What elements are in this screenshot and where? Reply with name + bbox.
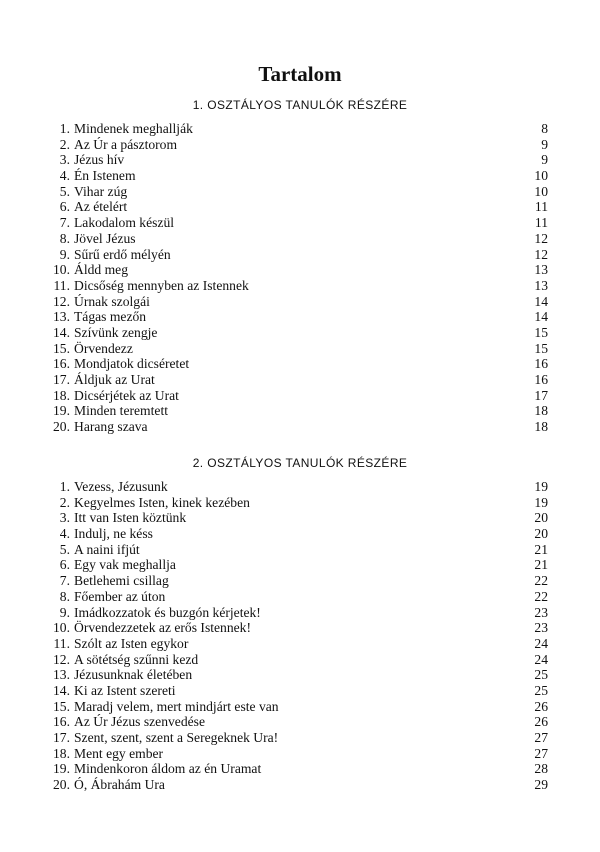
toc-entry-number: 5. bbox=[59, 541, 70, 557]
toc-entry-title: Ment egy ember bbox=[74, 745, 164, 761]
toc-entry-title: Főember az úton bbox=[74, 588, 166, 604]
toc-entry bbox=[52, 419, 548, 435]
toc-entry-page: 14 bbox=[534, 293, 548, 309]
toc-entry-page: 11 bbox=[534, 199, 548, 215]
toc-entry bbox=[52, 294, 548, 310]
toc-entry-page: 21 bbox=[534, 557, 548, 573]
toc-entry-number: 12. bbox=[53, 651, 70, 667]
toc-entry-title: Harang szava bbox=[74, 419, 148, 435]
toc-entry bbox=[52, 278, 548, 294]
toc-entry-title: Szent, szent, szent a Seregeknek Ura! bbox=[74, 730, 279, 745]
toc-entry-number: 19. bbox=[53, 761, 70, 777]
toc-entry-number: 7. bbox=[59, 215, 70, 231]
toc-entry-title: Minden teremtett bbox=[74, 403, 168, 419]
toc-entry-page: 22 bbox=[534, 573, 548, 589]
toc-entry bbox=[52, 137, 548, 153]
toc-entry-page: 9 bbox=[541, 136, 548, 152]
toc-entry-number: 18. bbox=[53, 745, 70, 761]
toc-entry-number: 11. bbox=[53, 277, 70, 293]
toc-entry-number: 9. bbox=[59, 246, 70, 262]
toc-entry-page: 27 bbox=[534, 745, 548, 761]
toc-entry-number: 3. bbox=[59, 152, 70, 168]
toc-entry-title: Lakodalom készül bbox=[74, 215, 175, 231]
toc-entry bbox=[52, 557, 548, 573]
toc-entry-title: Az ételért bbox=[74, 199, 128, 215]
toc-entry bbox=[52, 247, 548, 263]
toc-entry-number: 4. bbox=[59, 168, 70, 184]
toc-entry-title: Örvendezz bbox=[74, 340, 133, 356]
toc-entry-page: 15 bbox=[534, 340, 548, 356]
toc-entry bbox=[52, 667, 548, 683]
toc-entry-number: 6. bbox=[59, 199, 70, 215]
toc-entry-title: Az Úr a pásztorom bbox=[74, 136, 178, 152]
toc-entry-title: Betlehemi csillag bbox=[74, 573, 169, 589]
toc-entry-title: Mondjatok dicséretet bbox=[74, 356, 190, 372]
toc-entry bbox=[52, 262, 548, 278]
toc-entry bbox=[52, 231, 548, 247]
toc-entry bbox=[52, 526, 548, 542]
toc-entry-page: 19 bbox=[534, 494, 548, 510]
toc-entry-title: Dicsérjétek az Urat bbox=[74, 387, 179, 403]
toc-entry-title: Áldjuk az Urat bbox=[74, 372, 155, 387]
toc-entry bbox=[52, 184, 548, 200]
toc-entry bbox=[52, 388, 548, 404]
toc-entry-number: 9. bbox=[59, 604, 70, 620]
toc-entry bbox=[52, 356, 548, 372]
toc-entry-page: 20 bbox=[534, 526, 548, 542]
toc-entry-title: Úrnak szolgái bbox=[74, 293, 150, 309]
toc-entry-page: 18 bbox=[534, 419, 548, 435]
toc-entry-number: 5. bbox=[59, 183, 70, 199]
toc-entry-title: Áldd meg bbox=[74, 262, 128, 278]
toc-entry-number: 1. bbox=[59, 479, 70, 494]
toc-entry bbox=[52, 199, 548, 215]
toc-entry-number: 4. bbox=[59, 526, 70, 542]
toc-entry-title: Vezess, Jézusunk bbox=[74, 479, 168, 494]
toc-entry bbox=[52, 761, 548, 777]
toc-entry-page: 20 bbox=[534, 510, 548, 526]
toc-entry bbox=[52, 479, 548, 495]
toc-entry-page: 17 bbox=[534, 387, 548, 403]
toc-entry-title: Egy vak meghallja bbox=[74, 557, 176, 573]
toc-entry-page: 23 bbox=[534, 604, 548, 620]
toc-entry-title: Maradj velem, mert mindjárt este van bbox=[74, 698, 279, 714]
toc-entry-page: 13 bbox=[534, 262, 548, 278]
toc-entry-number: 13. bbox=[53, 667, 70, 683]
toc-entry bbox=[52, 341, 548, 357]
toc-entry-page: 10 bbox=[534, 183, 548, 199]
toc-entry-page: 25 bbox=[534, 682, 548, 698]
toc-entry bbox=[52, 620, 548, 636]
toc-entry-page: 27 bbox=[534, 730, 548, 745]
toc-entry-page: 24 bbox=[534, 635, 548, 651]
toc-entry-title: Örvendezzetek az erős Istennek! bbox=[74, 620, 251, 636]
toc-entry-page: 19 bbox=[534, 479, 548, 494]
toc-entry-title: Jézusunknak életében bbox=[74, 667, 193, 683]
toc-entry-page: 9 bbox=[541, 152, 548, 168]
section-heading-1: 1. OSZTÁLYOS TANULÓK RÉSZÉRE bbox=[192, 98, 408, 112]
toc-entry-number: 14. bbox=[53, 324, 70, 340]
toc-entry-title: Jézus hív bbox=[74, 152, 125, 168]
page-title: Tartalom bbox=[258, 62, 342, 86]
toc-entry-page: 12 bbox=[534, 230, 548, 246]
toc-entry-title: Vihar zúg bbox=[74, 183, 128, 199]
toc-entry-title: Mindenek meghallják bbox=[74, 121, 193, 136]
toc-entry-title: Jövel Jézus bbox=[74, 230, 136, 246]
toc-entry-number: 10. bbox=[53, 262, 70, 278]
toc-entry-title: A naini ifjút bbox=[74, 541, 140, 557]
toc-entry bbox=[52, 573, 548, 589]
toc-entry-page: 22 bbox=[534, 588, 548, 604]
toc-entry-title: Az Úr Jézus szenvedése bbox=[74, 714, 205, 730]
toc-entry bbox=[52, 746, 548, 762]
toc-entry-number: 12. bbox=[53, 293, 70, 309]
toc-entry bbox=[52, 605, 548, 621]
toc-entry-title: Itt van Isten köztünk bbox=[74, 510, 187, 526]
toc-entry-number: 19. bbox=[53, 403, 70, 419]
toc-entry-title: Ó, Ábrahám Ura bbox=[74, 777, 165, 793]
toc-entry bbox=[52, 542, 548, 558]
toc-entry bbox=[52, 215, 548, 231]
toc-entry-number: 11. bbox=[53, 635, 70, 651]
toc-list-section-2 bbox=[52, 479, 548, 793]
toc-entry-number: 18. bbox=[53, 387, 70, 403]
toc-entry-page: 26 bbox=[534, 714, 548, 730]
toc-entry-number: 2. bbox=[59, 494, 70, 510]
section-heading-2: 2. OSZTÁLYOS TANULÓK RÉSZÉRE bbox=[192, 456, 408, 470]
toc-entry-page: 13 bbox=[534, 277, 548, 293]
toc-entry-number: 7. bbox=[59, 573, 70, 589]
toc-entry-number: 16. bbox=[53, 714, 70, 730]
toc-entry bbox=[52, 325, 548, 341]
toc-entry-number: 3. bbox=[59, 510, 70, 526]
toc-entry-number: 17. bbox=[53, 730, 70, 745]
toc-entry bbox=[52, 168, 548, 184]
toc-list-section-1 bbox=[52, 121, 548, 435]
toc-entry-number: 10. bbox=[53, 620, 70, 636]
toc-entry bbox=[52, 699, 548, 715]
toc-entry bbox=[52, 152, 548, 168]
toc-entry-page: 26 bbox=[534, 698, 548, 714]
toc-entry-title: A sötétség szűnni kezd bbox=[74, 651, 199, 667]
toc-entry-number: 6. bbox=[59, 557, 70, 573]
toc-entry-number: 8. bbox=[59, 588, 70, 604]
toc-entry-number: 20. bbox=[53, 777, 70, 793]
toc-entry-title: Dicsőség mennyben az Istennek bbox=[74, 277, 249, 293]
toc-entry-title: Mindenkoron áldom az én Uramat bbox=[74, 761, 262, 777]
toc-entry-page: 23 bbox=[534, 620, 548, 636]
toc-entry-number: 8. bbox=[59, 230, 70, 246]
toc-entry-number: 1. bbox=[59, 121, 70, 136]
toc-entry-page: 24 bbox=[534, 651, 548, 667]
toc-entry-title: Szólt az Isten egykor bbox=[74, 635, 189, 651]
toc-entry bbox=[52, 121, 548, 137]
toc-entry-number: 16. bbox=[53, 356, 70, 372]
toc-entry-page: 18 bbox=[534, 403, 548, 419]
toc-entry bbox=[52, 495, 548, 511]
toc-entry-number: 13. bbox=[53, 309, 70, 325]
toc-entry-title: Imádkozzatok és buzgón kérjetek! bbox=[74, 604, 261, 620]
toc-entry bbox=[52, 510, 548, 526]
toc-entry-page: 11 bbox=[534, 215, 548, 231]
toc-entry bbox=[52, 714, 548, 730]
toc-entry-number: 15. bbox=[53, 340, 70, 356]
toc-entry-page: 14 bbox=[534, 309, 548, 325]
toc-entry-number: 2. bbox=[59, 136, 70, 152]
toc-entry-page: 16 bbox=[534, 356, 548, 372]
toc-entry bbox=[52, 403, 548, 419]
toc-entry-title: Szívünk zengje bbox=[74, 324, 158, 340]
toc-entry-title: Én Istenem bbox=[74, 168, 136, 184]
toc-entry-page: 21 bbox=[534, 541, 548, 557]
toc-entry-page: 10 bbox=[534, 168, 548, 184]
toc-entry bbox=[52, 589, 548, 605]
toc-entry-title: Kegyelmes Isten, kinek kezében bbox=[74, 494, 250, 510]
toc-entry-number: 17. bbox=[53, 372, 70, 387]
toc-entry-page: 8 bbox=[541, 121, 548, 136]
toc-entry-number: 15. bbox=[53, 698, 70, 714]
toc-entry-page: 15 bbox=[534, 324, 548, 340]
toc-entry bbox=[52, 636, 548, 652]
toc-entry-page: 16 bbox=[534, 372, 548, 387]
toc-entry-title: Ki az Istent szereti bbox=[74, 682, 176, 698]
toc-entry bbox=[52, 652, 548, 668]
toc-entry-page: 29 bbox=[534, 777, 548, 793]
toc-entry-number: 14. bbox=[53, 682, 70, 698]
toc-entry-page: 12 bbox=[534, 246, 548, 262]
toc-entry bbox=[52, 372, 548, 388]
toc-entry bbox=[52, 309, 548, 325]
toc-entry-title: Indulj, ne késs bbox=[74, 526, 153, 542]
toc-entry-page: 28 bbox=[534, 761, 548, 777]
toc-entry bbox=[52, 777, 548, 793]
toc-entry-title: Tágas mezőn bbox=[74, 309, 147, 325]
toc-entry-page: 25 bbox=[534, 667, 548, 683]
toc-entry bbox=[52, 730, 548, 746]
toc-entry-title: Sűrű erdő mélyén bbox=[74, 246, 171, 262]
toc-entry bbox=[52, 683, 548, 699]
toc-entry-number: 20. bbox=[53, 419, 70, 435]
